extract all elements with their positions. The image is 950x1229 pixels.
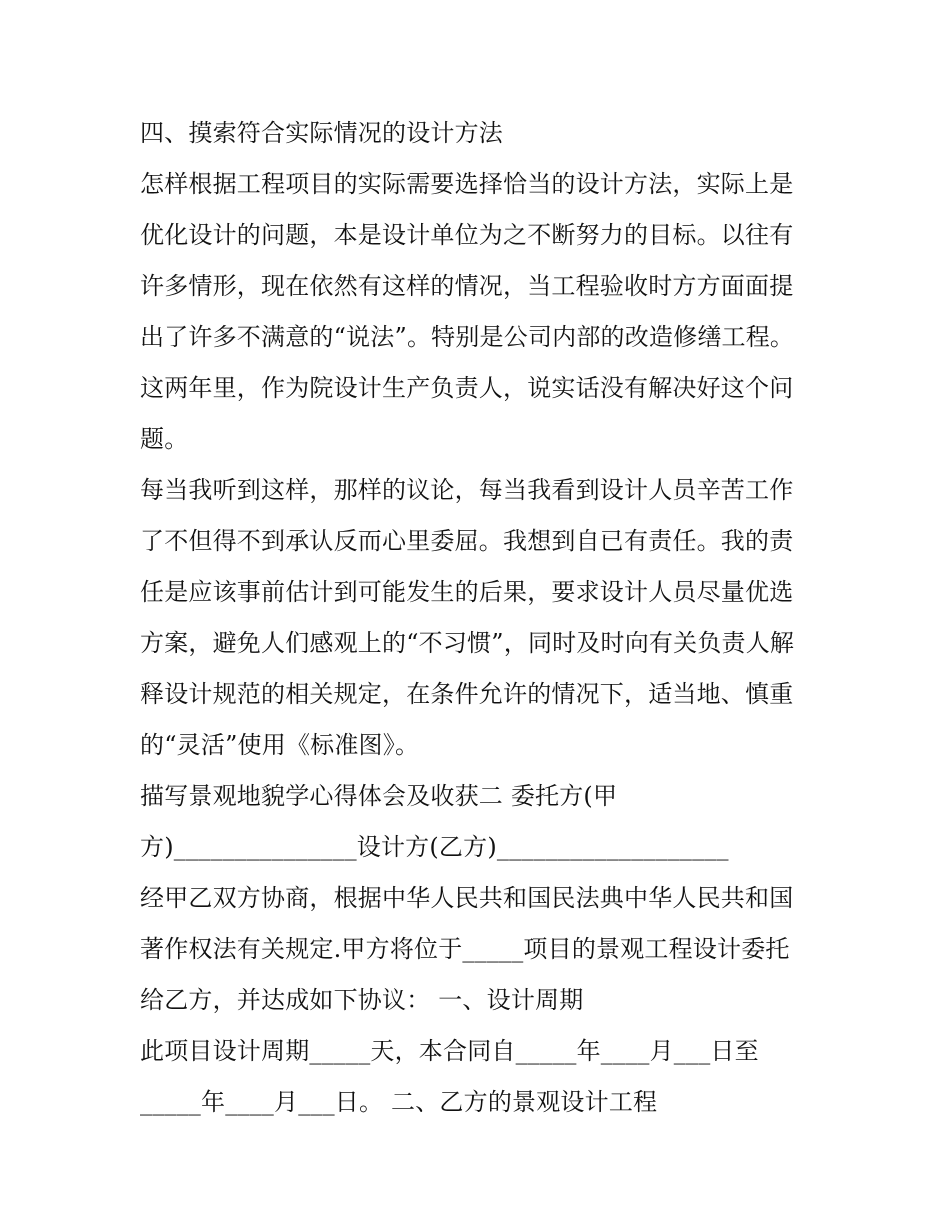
document-body <box>140 108 820 1128</box>
text-line: 方案，避免人们感观上的“不习惯”，同时及时向有关负责人解 <box>140 629 795 657</box>
text-line: _____年____月___日。 二、乙方的景观设计工程 <box>140 1088 658 1116</box>
text-line: 出了许多不满意的“说法”。特别是公司内部的改造修缮工程。 <box>140 323 795 351</box>
text-line: 怎样根据工程项目的实际需要选择恰当的设计方法，实际上是 <box>140 170 794 198</box>
text-line: 了不但得不到承认反而心里委屈。我想到自已有责任。我的责 <box>140 527 794 555</box>
text-line: 这两年里，作为院设计生产负责人，说实话没有解决好这个问 <box>140 374 794 402</box>
text-line: 题。 <box>140 425 189 453</box>
text-line: 经甲乙双方协商，根据中华人民共和国民法典中华人民共和国 <box>140 884 794 912</box>
text-line: 许多情形，现在依然有这样的情况，当工程验收时方方面面提 <box>140 272 794 300</box>
text-line: 方)_______________设计方(乙方)___________________ <box>140 833 729 861</box>
text-line: 优化设计的问题，本是设计单位为之不断努力的目标。以往有 <box>140 221 794 249</box>
text-line: 著作权法有关规定.甲方将位于_____项目的景观工程设计委托 <box>140 935 790 963</box>
text-line: 此项目设计周期_____天，本合同自_____年____月___日至 <box>140 1037 759 1065</box>
text-line: 任是应该事前估计到可能发生的后果，要求设计人员尽量优选 <box>140 578 794 606</box>
text-line: 释设计规范的相关规定，在条件允许的情况下，适当地、慎重 <box>140 680 794 708</box>
text-line: 描写景观地貌学心得体会及收获二 委托方(甲 <box>140 782 618 810</box>
text-line: 的“灵活”使用《标准图》。 <box>140 731 420 759</box>
text-line: 给乙方，并达成如下协议： 一、设计周期 <box>140 986 584 1014</box>
section-heading: 四、摸索符合实际情况的设计方法 <box>140 119 503 147</box>
text-line: 每当我听到这样，那样的议论，每当我看到设计人员辛苦工作 <box>140 476 794 504</box>
